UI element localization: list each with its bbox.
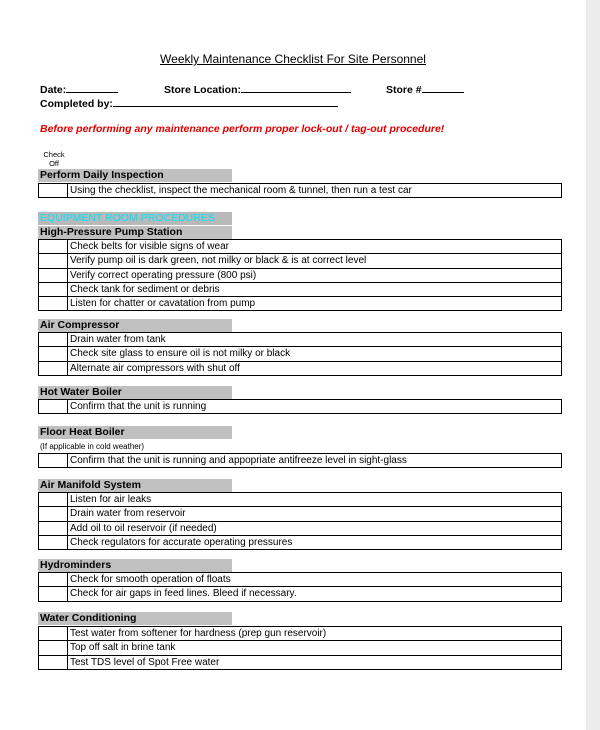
section-header-compressor: Air Compressor: [38, 319, 232, 332]
task-text: Test water from softener for hardness (prep gun reservoir): [68, 627, 562, 640]
task-text: Drain water from reservoir: [68, 507, 562, 520]
equipment-room-header: EQUIPMENT ROOM PROCEDURES: [38, 212, 232, 225]
completed-by-field: [40, 96, 338, 110]
checklist-row: [38, 492, 562, 507]
checklist-row: [38, 332, 562, 347]
checklist-row: [38, 572, 562, 587]
task-text: Listen for chatter or cavatation from pump: [68, 297, 562, 310]
checklist-row: [38, 283, 562, 297]
title-text: Weekly Maintenance Checklist For Site Personnel: [160, 52, 426, 66]
checklist-row: [38, 399, 562, 414]
store-number-field: [386, 82, 464, 96]
check-off-line1: Check: [43, 150, 65, 159]
checkbox-cell[interactable]: [38, 573, 68, 586]
task-text: Listen for air leaks: [68, 493, 562, 506]
section-header-floor: Floor Heat Boiler: [38, 426, 232, 439]
checklist-row: [38, 269, 562, 283]
checklist-row: [38, 239, 562, 254]
checkbox-cell[interactable]: [38, 454, 68, 467]
checkbox-cell[interactable]: [38, 400, 68, 413]
checklist-row: [38, 347, 562, 361]
section-note-floor: (If applicable in cold weather): [40, 442, 145, 451]
checkbox-cell[interactable]: [38, 587, 68, 600]
task-text: Test TDS level of Spot Free water: [68, 656, 562, 669]
section-header-hydrominders: Hydrominders: [38, 559, 232, 572]
checklist-row: [38, 297, 562, 311]
task-text: Confirm that the unit is running: [68, 400, 562, 413]
checklist-floor: [38, 453, 562, 468]
section-header-pump: High-Pressure Pump Station: [38, 226, 232, 239]
task-text: Alternate air compressors with shut off: [68, 362, 562, 375]
task-text: Check for air gaps in feed lines. Bleed if necessary.: [68, 587, 562, 600]
task-text: Verify pump oil is dark green, not milky or black & is at correct level: [68, 254, 562, 267]
checklist-boiler: [38, 399, 562, 414]
section-header-daily: Perform Daily Inspection: [38, 169, 232, 182]
checklist-row: [38, 453, 562, 468]
checklist-row: [38, 587, 562, 601]
date-blank[interactable]: [66, 82, 118, 93]
checklist-row: [38, 626, 562, 641]
checkbox-cell[interactable]: [38, 240, 68, 253]
checklist-hydrominders: [38, 572, 562, 602]
checkbox-cell[interactable]: [38, 522, 68, 535]
checkbox-cell[interactable]: [38, 347, 68, 360]
task-text: Top off salt in brine tank: [68, 641, 562, 654]
checklist-row: [38, 254, 562, 268]
checklist-manifold: [38, 492, 562, 550]
checklist-row: [38, 522, 562, 536]
lockout-warning: Before performing any maintenance perform proper lock-out / tag-out procedure!: [40, 123, 445, 135]
task-text: Verify correct operating pressure (800 psi): [68, 269, 562, 282]
checkbox-cell[interactable]: [38, 536, 68, 549]
section-header-manifold: Air Manifold System: [38, 479, 232, 492]
checkbox-cell[interactable]: [38, 184, 68, 197]
checklist-water: [38, 626, 562, 670]
completed-by-blank[interactable]: [113, 96, 338, 107]
viewer-scrollbar[interactable]: [586, 0, 600, 730]
checkbox-cell[interactable]: [38, 507, 68, 520]
checklist-row: [38, 656, 562, 670]
store-location-blank[interactable]: [241, 82, 351, 93]
checkbox-cell[interactable]: [38, 627, 68, 640]
completed-by-label: Completed by:: [40, 98, 113, 110]
task-text: Add oil to oil reservoir (if needed): [68, 522, 562, 535]
checkbox-cell[interactable]: [38, 254, 68, 267]
checkbox-cell[interactable]: [38, 656, 68, 669]
checkbox-cell[interactable]: [38, 641, 68, 654]
check-off-header: [40, 150, 68, 168]
checkbox-cell[interactable]: [38, 333, 68, 346]
checkbox-cell[interactable]: [38, 362, 68, 375]
checklist-daily: [38, 183, 562, 198]
task-text: Check regulators for accurate operating pressures: [68, 536, 562, 549]
store-number-label: Store #: [386, 84, 422, 96]
store-location-field: [164, 82, 351, 96]
page-title: [0, 52, 586, 66]
task-text: Confirm that the unit is running and appopriate antifreeze level in sight-glass: [68, 454, 562, 467]
task-text: Using the checklist, inspect the mechanical room & tunnel, then run a test car: [68, 184, 562, 197]
checkbox-cell[interactable]: [38, 297, 68, 310]
checklist-row: [38, 362, 562, 376]
checkbox-cell[interactable]: [38, 269, 68, 282]
checklist-row: [38, 641, 562, 655]
section-header-water: Water Conditioning: [38, 612, 232, 625]
task-text: Check belts for visible signs of wear: [68, 240, 562, 253]
checkbox-cell[interactable]: [38, 493, 68, 506]
date-label: Date:: [40, 84, 67, 96]
checklist-row: [38, 536, 562, 550]
store-location-label: Store Location:: [164, 84, 242, 96]
date-field: [40, 82, 118, 96]
checklist-compressor: [38, 332, 562, 376]
task-text: Check tank for sediment or debris: [68, 283, 562, 296]
store-number-blank[interactable]: [422, 82, 464, 93]
section-header-boiler: Hot Water Boiler: [38, 386, 232, 399]
task-text: Check for smooth operation of floats: [68, 573, 562, 586]
checklist-pump: [38, 239, 562, 311]
check-off-line2: Off: [49, 159, 59, 168]
task-text: Drain water from tank: [68, 333, 562, 346]
task-text: Check site glass to ensure oil is not milky or black: [68, 347, 562, 360]
checkbox-cell[interactable]: [38, 283, 68, 296]
checklist-row: [38, 507, 562, 521]
checklist-row: [38, 183, 562, 198]
